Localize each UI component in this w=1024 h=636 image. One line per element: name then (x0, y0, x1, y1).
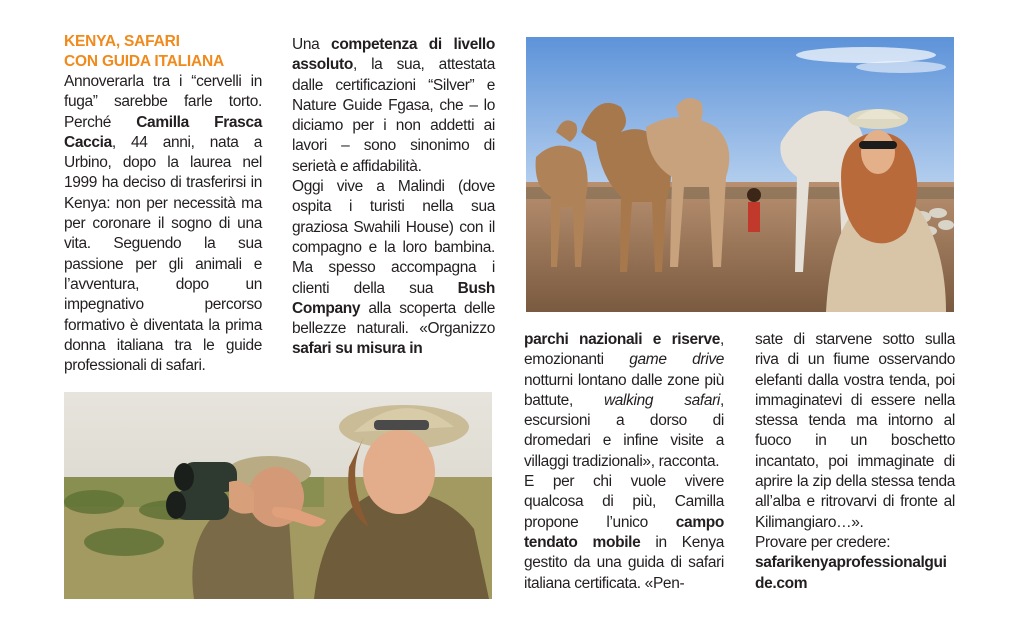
text-run: notturni lontano dalle zone più battute, (524, 371, 724, 409)
text-run: Annoverarla tra i “cervelli in fuga” sarebbe farle torto. Perché (64, 73, 262, 131)
text-run: , escursioni a dorso di dromedari e infine visite a villaggi tradizionali», racconta. (524, 391, 724, 470)
headline-line-2: CON GUIDA ITALIANA (64, 53, 224, 70)
headline (64, 32, 262, 72)
article-column-4 (755, 330, 955, 594)
website-url[interactable]: safarikenyaprofessionalguide.com (755, 554, 947, 592)
paragraph (292, 177, 495, 360)
text-run: , 44 anni, nata a Urbino, dopo la laurea nel 1999 ha deciso di trasferirsi in Kenya: non per necessità ma per coronare il sogno di una vita. Seguendo la sua passione per gli animali e l’avventura, dopo un impegnativo percorso formativo è diventata la prima donna italiana tra le guide professionali di safari. (64, 133, 262, 375)
photo-binoculars (64, 392, 492, 599)
photo-binoculars-illustration (64, 392, 492, 599)
article-column-3 (524, 330, 724, 594)
emphasis: safari su misura in (292, 340, 423, 358)
text-run: E per chi vuole vivere qualcosa di più, Camilla propone l’unico (524, 473, 724, 531)
company-name: Bush Company (292, 279, 495, 317)
text-run: sate di starvene sotto sulla riva di un fiume osservando elefanti dalla vostra tenda, poi immaginatevi di essere nella stessa tenda ma intorno al fuoco in un boschetto incantato, poi immaginate di aprire la zip della stessa tenda all’alba e ritrovarvi di fronte al Kilimangiaro…». (755, 331, 955, 531)
emphasis: parchi nazionali e riserve (524, 331, 721, 348)
paragraph (755, 533, 955, 553)
headline-line-1: KENYA, SAFARI (64, 33, 180, 50)
text-run: in Kenya gestito da una guida di safari italiana certificata. «Pen- (524, 533, 724, 592)
emphasis: campo tendato mobile (524, 513, 724, 551)
text-run: Provare per credere: (755, 533, 891, 551)
paragraph (292, 35, 495, 177)
website-link[interactable] (755, 553, 955, 594)
photo-camels-guide-illustration (526, 37, 954, 312)
paragraph (524, 472, 724, 594)
text-run: , la sua, attestata dalle certificazioni “Silver” e Nature Guide Fgasa, che – lo diciamo per i non addetti ai lavori – sono sinonimo di serietà e affidabilità. (292, 56, 495, 175)
text-run: Oggi vive a Malindi (dove ospita i turisti nella sua graziosa Swahili House) con il compagno e la loro bambina. Ma spesso accompagna i clienti della sua (292, 178, 495, 297)
italic-term: game drive (629, 351, 724, 369)
paragraph (524, 330, 724, 472)
paragraph (755, 330, 955, 533)
text-run: Una (292, 36, 332, 53)
article-column-2 (292, 35, 495, 360)
paragraph (64, 72, 262, 376)
text-run: , emozionanti (524, 331, 724, 369)
person-name: Camilla Frasca Caccia (64, 113, 262, 151)
italic-term: walking safari (603, 391, 721, 409)
article-column-1 (64, 32, 262, 376)
photo-camels-guide (526, 37, 954, 312)
emphasis: competenza di livello assoluto (292, 36, 495, 74)
text-run: alla scoperta delle bellezze naturali. «Organizzo (292, 299, 495, 338)
